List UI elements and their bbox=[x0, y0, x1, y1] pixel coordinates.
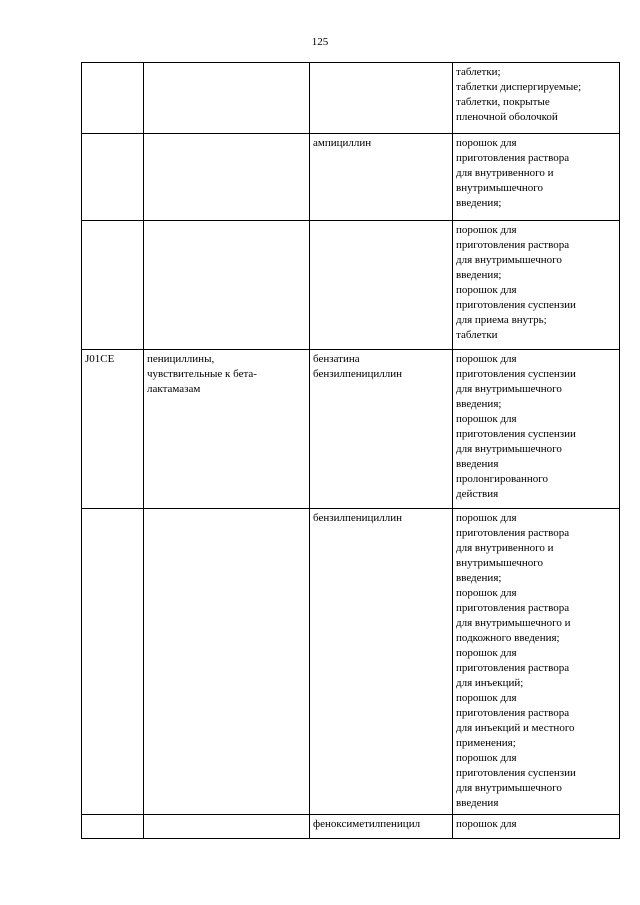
drug-name: бензилпенициллин bbox=[313, 512, 403, 524]
drug-name-cell bbox=[310, 509, 453, 815]
dosage-form-cell bbox=[453, 509, 620, 815]
atc-code-cell bbox=[82, 815, 144, 839]
drug-name-cell bbox=[310, 350, 453, 509]
table-row bbox=[82, 134, 620, 221]
dosage-form-cell bbox=[453, 134, 620, 221]
group-cell bbox=[144, 509, 310, 815]
group-name: пенициллины, чувствительные к бета- лактамазам bbox=[147, 353, 257, 395]
table-row bbox=[82, 221, 620, 350]
drug-name: феноксиметилпеницил bbox=[313, 818, 421, 830]
table-row bbox=[82, 63, 620, 134]
group-cell bbox=[144, 221, 310, 350]
dosage-form: порошок для приготовления раствора для внутривенного и внутримышечного введения; порошок для приготовления раствора для внутримышечного и подкожного введения; порошок для приготовления раствора для инъекций; порошок для приготовления раствора для инъекций и местного применения; порошок для приготовления суспензии для внутримышечного введения bbox=[456, 512, 576, 809]
drug-name: ампициллин bbox=[313, 137, 372, 149]
group-cell bbox=[144, 134, 310, 221]
dosage-form: порошок для приготовления суспензии для внутримышечного введения; порошок для приготовления суспензии для внутримышечного введения пролонгированного действия bbox=[456, 353, 576, 500]
drug-name-cell bbox=[310, 63, 453, 134]
dosage-form-cell bbox=[453, 63, 620, 134]
atc-code-cell bbox=[82, 221, 144, 350]
dosage-form-cell bbox=[453, 350, 620, 509]
dosage-form: порошок для приготовления раствора для внутримышечного введения; порошок для приготовления суспензии для приема внутрь; таблетки bbox=[456, 224, 576, 341]
dosage-form-cell bbox=[453, 815, 620, 839]
atc-code-cell bbox=[82, 350, 144, 509]
table-row bbox=[82, 815, 620, 839]
table-row bbox=[82, 509, 620, 815]
atc-code: J01CE bbox=[85, 353, 115, 365]
group-cell bbox=[144, 63, 310, 134]
drug-name-cell bbox=[310, 221, 453, 350]
drug-table bbox=[81, 62, 620, 839]
group-cell bbox=[144, 350, 310, 509]
group-cell bbox=[144, 815, 310, 839]
dosage-form: порошок для приготовления раствора для внутривенного и внутримышечного введения; bbox=[456, 137, 570, 209]
table-row bbox=[82, 350, 620, 509]
drug-name: бензатина бензилпенициллин bbox=[313, 353, 403, 380]
dosage-form-cell bbox=[453, 221, 620, 350]
atc-code-cell bbox=[82, 63, 144, 134]
dosage-form: порошок для bbox=[456, 818, 517, 830]
drug-name-cell bbox=[310, 134, 453, 221]
drug-name-cell bbox=[310, 815, 453, 839]
atc-code-cell bbox=[82, 509, 144, 815]
dosage-form: таблетки; таблетки диспергируемые; таблетки, покрытые пленочной оболочкой bbox=[456, 66, 582, 123]
atc-code-cell bbox=[82, 134, 144, 221]
page-number: 125 bbox=[311, 36, 329, 48]
